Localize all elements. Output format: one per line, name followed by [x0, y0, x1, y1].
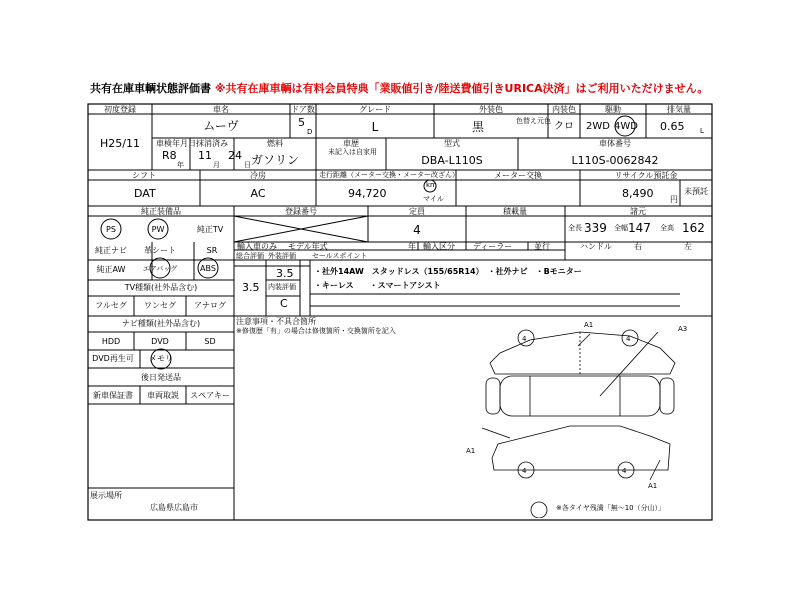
val-chassis: L110S-0062842	[571, 154, 659, 167]
wheel-fr: 4	[626, 335, 631, 343]
hdr-cancel: 抹消済み	[196, 139, 228, 148]
val-first-reg: H25/11	[100, 137, 140, 150]
hdr-notes: 注意事項・不具合箇所	[236, 317, 316, 326]
val-left: 左	[684, 242, 692, 251]
hdr-fuel: 燃料	[267, 139, 283, 148]
val-insp-month: 11	[198, 149, 212, 162]
hdr-int-eval: 内装評価	[268, 283, 296, 291]
tire-note: ※各タイヤ残満「無～10（分山）」	[556, 504, 666, 512]
hdr-chassis: 車体番号	[599, 139, 631, 148]
hdr-displacement: 排気量	[667, 105, 691, 114]
equip-dvd-player: DVD再生可	[92, 354, 134, 363]
damage-a1-top: A1	[584, 321, 594, 329]
size-w-label: 全幅	[614, 224, 628, 232]
hdr-model: 型式	[444, 139, 460, 148]
equip-pw: PW	[151, 225, 165, 234]
size-h: 162	[682, 221, 705, 235]
unit-year: 年	[177, 161, 184, 169]
equip-manual: 車両取説	[147, 391, 179, 400]
val-eval: 3.5	[242, 281, 260, 294]
val-history-note: 未記入は自家用	[328, 148, 377, 156]
val-location: 広島県広島市	[150, 503, 198, 512]
unit-month: 月	[213, 161, 220, 169]
hdr-load: 積載量	[503, 207, 527, 216]
val-ac: AC	[250, 187, 266, 200]
damage-a3: A3	[678, 325, 688, 333]
title-notice: ※共有在庫車輌は有料会員特典「業販値引き/陸送費値引きURICA決済」はご利用いただけません。	[214, 82, 709, 95]
equip-dvd: DVD	[151, 337, 169, 346]
val-color-note: 色替え元色	[516, 117, 551, 125]
val-handle: ハンドル	[580, 242, 612, 251]
hdr-capacity: 定員	[409, 207, 425, 216]
val-int-eval: C	[280, 297, 288, 310]
equip-warranty: 新車保証書	[93, 391, 133, 400]
hdr-notes-sub: ※修復歴「有」の場合は修復箇所・交換箇所を記入	[236, 327, 396, 335]
hdr-drive: 駆動	[605, 105, 621, 114]
val-insp-year: R8	[162, 149, 177, 162]
size-len: 339	[584, 221, 607, 235]
hdr-ext-color: 外装色	[479, 105, 503, 114]
val-yen: 円	[670, 195, 678, 204]
val-right: 右	[634, 242, 642, 251]
equip-leather: 革シート	[144, 246, 176, 255]
val-model: DBA-L110S	[421, 154, 483, 167]
hdr-grade: グレード	[359, 105, 391, 114]
val-displacement: 0.65	[660, 120, 685, 133]
hdr-import-class: 輸入区分	[423, 242, 455, 251]
val-parallel: 並行	[534, 242, 550, 251]
val-import-year-unit: 年	[408, 242, 416, 251]
hdr-navi-type: ナビ種類(社外品含む)	[121, 319, 201, 328]
val-recycle-status: 未預託	[684, 187, 708, 196]
hdr-docs: 後日発送品	[141, 373, 181, 382]
equip-oneseg: ワンセグ	[144, 301, 176, 310]
size-len-label: 全長	[568, 224, 582, 232]
val-doors: 5	[298, 116, 305, 129]
equip-memory: メモリ	[149, 354, 173, 363]
title-main: 共有在庫車輌状態評価書	[90, 82, 211, 95]
val-ext-eval: 3.5	[276, 267, 294, 280]
hdr-shift: シフト	[132, 171, 156, 180]
val-mileage: 94,720	[348, 187, 387, 200]
hdr-doors: ドア数	[291, 105, 315, 114]
val-fuel: ガソリン	[250, 153, 300, 167]
sales-point-2: ・キーレス ・スマートアシスト	[314, 281, 441, 290]
hdr-int-color: 内装色	[552, 105, 576, 114]
val-door-unit: D	[307, 128, 313, 136]
val-drive-2wd: 2WD	[586, 121, 610, 132]
equip-aw: 純正AW	[96, 265, 126, 274]
hdr-eval: 総合評価	[236, 252, 264, 260]
hdr-tv-type: TV種類(社外品含む)	[124, 283, 198, 292]
equip-hdd: HDD	[101, 337, 121, 346]
val-mileage-unit: km	[426, 181, 437, 189]
size-h-label: 全高	[660, 224, 674, 232]
val-disp-unit: L	[700, 127, 704, 135]
val-ext-color: 黒	[471, 120, 485, 134]
equip-sr: SR	[206, 246, 218, 255]
val-shift: DAT	[134, 187, 156, 200]
val-mile-unit2: マイル	[423, 195, 444, 203]
equip-airbag: エアバッグ	[142, 265, 178, 273]
hdr-model-year: モデル年式	[288, 242, 328, 251]
unit-day: 日	[244, 161, 251, 169]
hdr-ac: 冷房	[250, 171, 266, 180]
equip-fullseg: フルセグ	[95, 301, 127, 310]
val-capacity: 4	[413, 223, 421, 237]
val-int-color: クロ	[554, 121, 574, 132]
sales-point-1: ・社外14AW スタッドレス（155/65R14） ・社外ナビ ・Bモニター	[314, 267, 582, 276]
val-grade: L	[371, 120, 379, 134]
hdr-sales-point: セールスポイント	[312, 252, 368, 260]
hdr-reg-no: 登録番号	[285, 207, 317, 216]
equip-analog: アナログ	[194, 301, 226, 310]
equip-spare-key: スペアキー	[190, 391, 230, 400]
size-w: 147	[628, 221, 651, 235]
hdr-mileage: 走行距離（メーター交換・メーター改ざん）	[319, 171, 459, 179]
hdr-size: 諸元	[630, 207, 646, 216]
wheel-fl: 4	[522, 335, 527, 343]
hdr-import-flag: 輸入車のみ	[237, 242, 277, 251]
equip-ps: PS	[106, 225, 116, 234]
hdr-first-reg: 初度登録	[104, 105, 136, 114]
hdr-factory-equip: 純正装備品	[141, 207, 181, 216]
hdr-location: 展示場所	[90, 491, 122, 500]
val-car-name: ムーヴ	[203, 119, 239, 133]
hdr-inspection: 車検年月日	[156, 139, 196, 148]
hdr-recycle: リサイクル預託金	[614, 171, 678, 180]
hdr-history: 車歴	[343, 139, 359, 148]
hdr-car-name: 車名	[213, 105, 229, 114]
val-drive-4wd: 4WD	[614, 121, 638, 132]
damage-a1-bottom: A1	[648, 482, 658, 490]
equip-abs: ABS	[200, 264, 216, 273]
val-insp-day: 24	[228, 149, 242, 162]
wheel-rl: 4	[522, 467, 527, 475]
val-recycle: 8,490	[622, 187, 654, 200]
equip-navi: 純正ナビ	[95, 246, 127, 255]
hdr-ext-eval: 外装評価	[268, 252, 296, 260]
damage-a1-left: A1	[466, 447, 476, 455]
val-dealer: ディーラー	[473, 242, 513, 251]
equip-sd: SD	[204, 337, 216, 346]
wheel-rr: 4	[622, 467, 627, 475]
hdr-meter-swap: メーター交換	[494, 171, 542, 180]
equip-tv: 純正TV	[196, 225, 224, 234]
